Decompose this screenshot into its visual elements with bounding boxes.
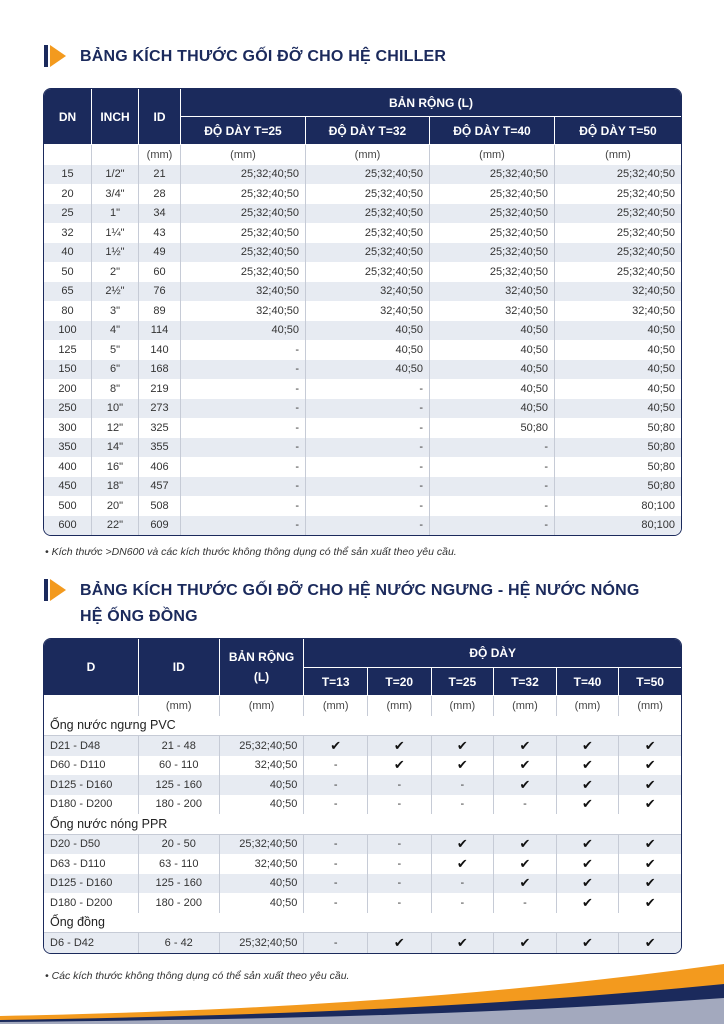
table-cell: 40;50 bbox=[430, 360, 555, 380]
table-cell: 40;50 bbox=[430, 379, 555, 399]
header-t40: ĐỘ DÀY T=40 bbox=[430, 117, 555, 145]
table-cell: 3" bbox=[92, 301, 139, 321]
section2-title-line2: HỆ ỐNG ĐỒNG bbox=[80, 608, 198, 625]
table-cell: 25;32;40;50 bbox=[430, 223, 555, 243]
table-cell: 89 bbox=[139, 301, 181, 321]
check-icon: ✔ bbox=[557, 854, 620, 874]
table-cell: 100 bbox=[44, 321, 92, 341]
check-icon: ✔ bbox=[619, 874, 681, 894]
header-id: ID bbox=[139, 89, 181, 145]
table-cell: 40;50 bbox=[430, 321, 555, 341]
table-cell: 40;50 bbox=[220, 795, 305, 815]
table-cell: - bbox=[181, 340, 306, 360]
table-cell: 25;32;40;50 bbox=[555, 165, 681, 185]
table-row bbox=[44, 223, 681, 243]
table-cell: 25;32;40;50 bbox=[430, 204, 555, 224]
table-cell: 25;32;40;50 bbox=[181, 243, 306, 263]
table-cell: - bbox=[304, 933, 368, 953]
table-cell: 80;100 bbox=[641, 499, 675, 512]
unit-cell: (mm) bbox=[432, 696, 495, 716]
table-cell: 50;80 bbox=[555, 477, 681, 497]
table-row bbox=[44, 516, 681, 536]
table-row bbox=[44, 165, 681, 185]
check-icon: ✔ bbox=[368, 736, 432, 756]
header-t32: T=32 bbox=[494, 668, 557, 696]
header-dn: DN bbox=[44, 89, 92, 145]
table-cell: 40 bbox=[44, 243, 92, 263]
header-inch: INCH bbox=[92, 89, 139, 145]
group-row bbox=[44, 716, 681, 737]
header-t50: ĐỘ DÀY T=50 bbox=[555, 117, 681, 145]
table-cell: 80 bbox=[44, 301, 92, 321]
table-cell: 25;32;40;50 bbox=[430, 184, 555, 204]
table-cell: 25;32;40;50 bbox=[430, 262, 555, 282]
table-cell: 168 bbox=[139, 360, 181, 380]
table-cell: 40;50 bbox=[555, 321, 681, 341]
arrow-bullet-icon bbox=[44, 579, 66, 601]
table-cell: - bbox=[306, 516, 430, 536]
table-cell: 25 bbox=[44, 204, 92, 224]
table-row bbox=[44, 835, 681, 855]
check-icon: ✔ bbox=[644, 855, 656, 871]
table-row bbox=[44, 418, 681, 438]
table-cell: - bbox=[304, 795, 368, 815]
check-icon: ✔ bbox=[432, 854, 495, 874]
check-icon: ✔ bbox=[619, 835, 681, 855]
table-cell: 32;40;50 bbox=[181, 301, 306, 321]
table-cell: 25;32;40;50 bbox=[306, 165, 430, 185]
table-cell: - bbox=[432, 775, 495, 795]
check-icon: ✔ bbox=[494, 874, 557, 894]
check-icon: ✔ bbox=[432, 933, 495, 953]
table-cell: 508 bbox=[139, 496, 181, 516]
table-cell: - bbox=[304, 893, 368, 913]
unit-cell: (mm) bbox=[557, 696, 620, 716]
group-title: Ống nước ngưng PVC bbox=[44, 716, 681, 737]
arrow-bullet-icon bbox=[44, 45, 66, 67]
table-cell: 18" bbox=[92, 477, 139, 497]
table-cell: 1" bbox=[92, 204, 139, 224]
table-cell: 5" bbox=[92, 340, 139, 360]
table-cell: - bbox=[368, 835, 432, 855]
table-cell: 273 bbox=[139, 399, 181, 419]
section1-title: BẢNG KÍCH THƯỚC GỐI ĐỠ CHO HỆ CHILLER bbox=[80, 48, 447, 65]
section1-note: • Kích thước >DN600 và các kích thước không thông dụng có thể sản xuất theo yêu cầu. bbox=[45, 546, 457, 558]
unit-cell bbox=[44, 696, 139, 716]
unit-cell: (mm) bbox=[304, 696, 368, 716]
header-t40: T=40 bbox=[557, 668, 620, 696]
table-cell: 250 bbox=[44, 399, 92, 419]
table-cell: - bbox=[304, 854, 368, 874]
table-cell: - bbox=[430, 496, 555, 516]
unit-cell: (mm) bbox=[306, 145, 430, 165]
table-cell: D60 - D110 bbox=[44, 756, 139, 776]
table-cell: 28 bbox=[139, 184, 181, 204]
table-cell: - bbox=[181, 418, 306, 438]
table-cell: 49 bbox=[139, 243, 181, 263]
unit-cell bbox=[44, 145, 92, 165]
table-cell: - bbox=[181, 496, 306, 516]
table-cell: - bbox=[368, 854, 432, 874]
table-cell: 40;50 bbox=[181, 321, 306, 341]
unit-cell: (mm) bbox=[368, 696, 432, 716]
check-icon: ✔ bbox=[557, 736, 620, 756]
check-icon: ✔ bbox=[494, 933, 557, 953]
table-cell: 32 bbox=[44, 223, 92, 243]
table-cell: - bbox=[181, 379, 306, 399]
table-cell: - bbox=[432, 893, 495, 913]
table-cell: 25;32;40;50 bbox=[306, 204, 430, 224]
check-icon: ✔ bbox=[557, 835, 620, 855]
table-row bbox=[44, 399, 681, 419]
table-cell: 6 - 42 bbox=[139, 933, 220, 953]
table-cell: - bbox=[430, 516, 555, 536]
table-cell: 325 bbox=[139, 418, 181, 438]
table-row bbox=[44, 243, 681, 263]
check-icon: ✔ bbox=[557, 933, 620, 953]
footer-wave-decoration bbox=[0, 954, 724, 1024]
table-cell: 80;100 bbox=[555, 516, 681, 536]
table-cell: 600 bbox=[44, 516, 92, 536]
table-cell: - bbox=[306, 399, 430, 419]
table-cell: 114 bbox=[139, 321, 181, 341]
check-icon: ✔ bbox=[368, 933, 432, 953]
table-row bbox=[44, 736, 681, 756]
table-cell: - bbox=[368, 775, 432, 795]
table-cell: 25;32;40;50 bbox=[181, 165, 306, 185]
check-icon: ✔ bbox=[557, 874, 620, 894]
check-icon: ✔ bbox=[557, 756, 620, 776]
table-cell: 25;32;40;50 bbox=[181, 223, 306, 243]
table-cell: - bbox=[304, 835, 368, 855]
table-cell: 1¼" bbox=[92, 223, 139, 243]
table-row bbox=[44, 457, 681, 477]
table-cell: 450 bbox=[44, 477, 92, 497]
table-cell: 40;50 bbox=[430, 340, 555, 360]
unit-cell: (mm) bbox=[605, 148, 631, 161]
table-row bbox=[44, 496, 681, 516]
table-cell: - bbox=[432, 795, 495, 815]
table-cell: 25;32;40;50 bbox=[430, 165, 555, 185]
table-cell: 40;50 bbox=[647, 382, 675, 395]
unit-row bbox=[44, 145, 681, 165]
table-cell: 50;80 bbox=[555, 438, 681, 458]
table-row bbox=[44, 204, 681, 224]
table-cell: 25;32;40;50 bbox=[181, 184, 306, 204]
table-cell: 355 bbox=[139, 438, 181, 458]
table-cell: - bbox=[181, 399, 306, 419]
table-cell: 40;50 bbox=[555, 399, 681, 419]
group-row bbox=[44, 814, 681, 835]
table-cell: D20 - D50 bbox=[44, 835, 139, 855]
table-cell: - bbox=[304, 874, 368, 894]
table-cell: 25;32;40;50 bbox=[181, 204, 306, 224]
table-cell: 10" bbox=[92, 399, 139, 419]
table-cell: 609 bbox=[139, 516, 181, 536]
table-row bbox=[44, 282, 681, 302]
table-cell: - bbox=[306, 496, 430, 516]
table-cell: 60 - 110 bbox=[139, 756, 220, 776]
table-cell: 25;32;40;50 bbox=[616, 226, 675, 239]
table-cell: - bbox=[181, 438, 306, 458]
unit-cell bbox=[92, 145, 139, 165]
unit-cell: (mm) bbox=[139, 696, 220, 716]
unit-cell: (mm) bbox=[430, 145, 555, 165]
table-cell: - bbox=[368, 795, 432, 815]
unit-cell: (mm) bbox=[220, 696, 305, 716]
table-cell: 32;40;50 bbox=[430, 282, 555, 302]
table-cell: 400 bbox=[44, 457, 92, 477]
table-cell: D63 - D110 bbox=[44, 854, 139, 874]
table-cell: 32;40;50 bbox=[555, 282, 681, 302]
table-cell: D125 - D160 bbox=[44, 874, 139, 894]
unit-cell: (mm) bbox=[181, 145, 306, 165]
table-row bbox=[44, 379, 681, 399]
table-cell: - bbox=[181, 516, 306, 536]
table-cell: - bbox=[430, 438, 555, 458]
table-cell: 1/2" bbox=[92, 165, 139, 185]
table-cell: 21 bbox=[139, 165, 181, 185]
table-cell: 32;40;50 bbox=[220, 854, 305, 874]
table-cell: D180 - D200 bbox=[44, 893, 139, 913]
table-cell: 25;32;40;50 bbox=[306, 243, 430, 263]
table-cell: 457 bbox=[139, 477, 181, 497]
header-t25: ĐỘ DÀY T=25 bbox=[181, 117, 306, 145]
table-row bbox=[44, 756, 681, 776]
table-cell: 40;50 bbox=[647, 343, 675, 356]
table-row bbox=[44, 184, 681, 204]
section2-note: • Các kích thước không thông dụng có thể sản xuất theo yêu cầu. bbox=[45, 970, 350, 982]
table-cell: 40;50 bbox=[306, 340, 430, 360]
table-row bbox=[44, 933, 681, 953]
table-cell: 40;50 bbox=[220, 874, 305, 894]
table-cell: - bbox=[430, 457, 555, 477]
table-cell: 25;32;40;50 bbox=[430, 243, 555, 263]
table-cell: 25;32;40;50 bbox=[220, 736, 305, 756]
table-row bbox=[44, 321, 681, 341]
header-t50: T=50 bbox=[619, 668, 681, 696]
check-icon: ✔ bbox=[494, 854, 557, 874]
table-cell: 500 bbox=[44, 496, 92, 516]
table-cell: D6 - D42 bbox=[44, 933, 139, 953]
table-cell: 3/4" bbox=[92, 184, 139, 204]
check-icon: ✔ bbox=[368, 756, 432, 776]
table-cell: 25;32;40;50 bbox=[220, 933, 305, 953]
table-cell: 32;40;50 bbox=[181, 282, 306, 302]
check-icon: ✔ bbox=[557, 795, 620, 815]
table-cell: - bbox=[368, 893, 432, 913]
table-cell: 63 - 110 bbox=[139, 854, 220, 874]
table-cell: 25;32;40;50 bbox=[306, 184, 430, 204]
table-cell: 15 bbox=[44, 165, 92, 185]
table-cell: 180 - 200 bbox=[139, 795, 220, 815]
table-cell: - bbox=[306, 477, 430, 497]
table-cell: - bbox=[368, 874, 432, 894]
check-icon: ✔ bbox=[494, 775, 557, 795]
table-cell: 2" bbox=[92, 262, 139, 282]
table-cell: 140 bbox=[139, 340, 181, 360]
chiller-table bbox=[43, 88, 682, 536]
table-cell: 406 bbox=[139, 457, 181, 477]
table-cell: 350 bbox=[44, 438, 92, 458]
table-row bbox=[44, 262, 681, 282]
header-t32: ĐỘ DÀY T=32 bbox=[306, 117, 430, 145]
check-icon: ✔ bbox=[494, 835, 557, 855]
table-cell: 40;50 bbox=[220, 893, 305, 913]
table-cell: D21 - D48 bbox=[44, 736, 139, 756]
table-row bbox=[44, 854, 681, 874]
table-cell: 43 bbox=[139, 223, 181, 243]
table-cell: 50;80 bbox=[647, 460, 675, 473]
table-cell: - bbox=[181, 477, 306, 497]
check-icon: ✔ bbox=[644, 894, 656, 910]
table-row bbox=[44, 893, 681, 913]
table-row bbox=[44, 775, 681, 795]
header-thickness: ĐỘ DÀY bbox=[304, 639, 681, 668]
check-icon: ✔ bbox=[432, 835, 495, 855]
table-cell: 25;32;40;50 bbox=[555, 204, 681, 224]
header-id: ID bbox=[139, 639, 220, 696]
table-cell: 8" bbox=[92, 379, 139, 399]
check-icon: ✔ bbox=[432, 736, 495, 756]
table-cell: 40;50 bbox=[306, 321, 430, 341]
header-t20: T=20 bbox=[368, 668, 432, 696]
table-cell: 40;50 bbox=[555, 360, 681, 380]
check-icon: ✔ bbox=[619, 933, 681, 953]
table-cell: 200 bbox=[44, 379, 92, 399]
table-cell: 125 bbox=[44, 340, 92, 360]
check-icon: ✔ bbox=[644, 757, 656, 773]
table-cell: - bbox=[304, 775, 368, 795]
check-icon: ✔ bbox=[494, 736, 557, 756]
table-cell: 50;80 bbox=[647, 421, 675, 434]
check-icon: ✔ bbox=[557, 775, 620, 795]
condensate-table bbox=[43, 638, 682, 954]
table-cell: - bbox=[494, 893, 557, 913]
table-cell: 180 - 200 bbox=[139, 893, 220, 913]
table-cell: 4" bbox=[92, 321, 139, 341]
table-cell: 32;40;50 bbox=[430, 301, 555, 321]
table-cell: 16" bbox=[92, 457, 139, 477]
table-cell: - bbox=[494, 795, 557, 815]
check-icon: ✔ bbox=[619, 775, 681, 795]
table-cell: D125 - D160 bbox=[44, 775, 139, 795]
table-cell: 2½" bbox=[92, 282, 139, 302]
check-icon: ✔ bbox=[644, 796, 656, 812]
table-cell: 32;40;50 bbox=[220, 756, 305, 776]
table-cell: 40;50 bbox=[430, 399, 555, 419]
group-row bbox=[44, 913, 681, 934]
table-cell: - bbox=[306, 379, 430, 399]
table-cell: 20 bbox=[44, 184, 92, 204]
table-cell: 6" bbox=[92, 360, 139, 380]
table-row bbox=[44, 301, 681, 321]
check-icon: ✔ bbox=[619, 736, 681, 756]
table-cell: 25;32;40;50 bbox=[616, 187, 675, 200]
table-cell: 125 - 160 bbox=[139, 874, 220, 894]
table-cell: 25;32;40;50 bbox=[616, 265, 675, 278]
table-cell: 125 - 160 bbox=[139, 775, 220, 795]
table-row bbox=[44, 477, 681, 497]
section2-title-line1: BẢNG KÍCH THƯỚC GỐI ĐỠ CHO HỆ NƯỚC NGƯNG - HỆ NƯỚC NÓNG bbox=[80, 582, 640, 599]
table-cell: - bbox=[181, 360, 306, 380]
header-d: D bbox=[44, 639, 139, 696]
unit-cell: (mm) bbox=[637, 699, 663, 712]
table-cell: 21 - 48 bbox=[139, 736, 220, 756]
table-cell: 50;80 bbox=[430, 418, 555, 438]
table-cell: - bbox=[432, 874, 495, 894]
table-cell: 25;32;40;50 bbox=[181, 262, 306, 282]
table-cell: 50 bbox=[44, 262, 92, 282]
table-cell: - bbox=[306, 457, 430, 477]
table-row bbox=[44, 340, 681, 360]
table-cell: 32;40;50 bbox=[306, 282, 430, 302]
table-cell: - bbox=[306, 438, 430, 458]
table-cell: 25;32;40;50 bbox=[555, 243, 681, 263]
header-width: BẢN RỘNG (L) bbox=[220, 639, 305, 696]
check-icon: ✔ bbox=[494, 756, 557, 776]
table-row bbox=[44, 438, 681, 458]
header-t25: T=25 bbox=[432, 668, 495, 696]
table-cell: 22" bbox=[92, 516, 139, 536]
table-cell: 1½" bbox=[92, 243, 139, 263]
unit-cell: (mm) bbox=[139, 145, 181, 165]
table-row bbox=[44, 795, 681, 815]
unit-row bbox=[44, 696, 681, 716]
header-width: BẢN RỘNG (L) bbox=[181, 89, 681, 117]
table-cell: 76 bbox=[139, 282, 181, 302]
check-icon: ✔ bbox=[432, 756, 495, 776]
check-icon: ✔ bbox=[304, 736, 368, 756]
table-cell: 32;40;50 bbox=[632, 304, 675, 317]
table-cell: D180 - D200 bbox=[44, 795, 139, 815]
group-title: Ống đồng bbox=[44, 913, 681, 934]
unit-cell: (mm) bbox=[494, 696, 557, 716]
header-t13: T=13 bbox=[304, 668, 368, 696]
table-cell: 12" bbox=[92, 418, 139, 438]
table-cell: - bbox=[430, 477, 555, 497]
section1-heading bbox=[44, 44, 446, 70]
check-icon: ✔ bbox=[557, 893, 620, 913]
table-cell: 25;32;40;50 bbox=[306, 223, 430, 243]
table-cell: 40;50 bbox=[220, 775, 305, 795]
table-cell: 40;50 bbox=[306, 360, 430, 380]
table-cell: 25;32;40;50 bbox=[220, 835, 305, 855]
table-cell: 150 bbox=[44, 360, 92, 380]
group-title: Ống nước nóng PPR bbox=[44, 814, 681, 835]
table-cell: 60 bbox=[139, 262, 181, 282]
table-row bbox=[44, 874, 681, 894]
table-cell: 65 bbox=[44, 282, 92, 302]
table-cell: - bbox=[304, 756, 368, 776]
table-row bbox=[44, 360, 681, 380]
table-cell: 34 bbox=[139, 204, 181, 224]
table-cell: 14" bbox=[92, 438, 139, 458]
table-cell: - bbox=[306, 418, 430, 438]
table-cell: 25;32;40;50 bbox=[306, 262, 430, 282]
table-cell: 219 bbox=[139, 379, 181, 399]
table-cell: - bbox=[181, 457, 306, 477]
table-cell: 300 bbox=[44, 418, 92, 438]
table-cell: 32;40;50 bbox=[306, 301, 430, 321]
table-cell: 20 - 50 bbox=[139, 835, 220, 855]
section2-heading bbox=[44, 578, 640, 630]
table-cell: 20" bbox=[92, 496, 139, 516]
